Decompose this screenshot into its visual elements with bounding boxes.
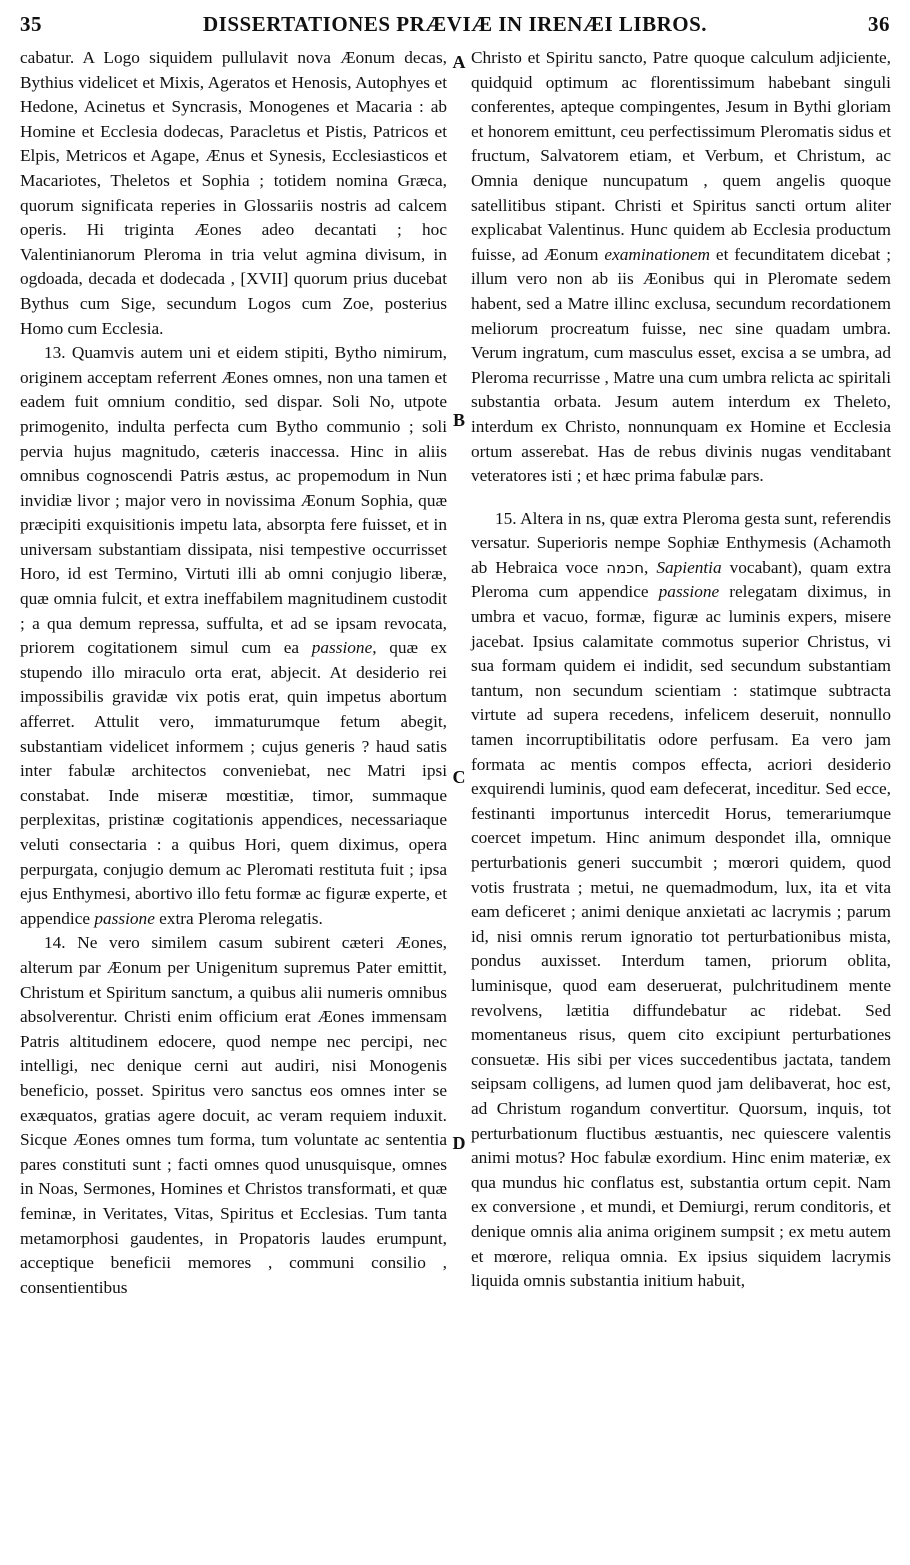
italic-term: passione: [94, 908, 155, 928]
right-column: [471, 46, 891, 1294]
paragraph-14: 14. Ne vero similem casum subirent cæteri Æones, alterum par Æonum per Unigenitum supremus Pater emittit, Christum et Spiritum sanctum, a quibus alii numeris omnibus absolverentur. Christi enim officium erat Æones immensam Patris altitudinem edocere, quod nempe nec percipi, nec intelligi, nec denique cerni aut audiri, nisi Monogenis beneficio, posset. Spiritus vero sanctus eos omnes inter se exæquatos, gratias agere docuit, ac veram requiem induxit. Sicque Æones omnes tum forma, tum voluntate ac sententia pares constituti sunt ; facti omnes quod unusquisque, omnes in Noas, Sermones, Homines et Christos transformati, et quæ feminæ, in Veritates, Vitas, Spiritus et Ecclesias. Tum tanta metamorphosi gaudentes, in Propatoris laudes erumpunt, acceptique beneficii memores , communi consilio , consentientibus: [20, 933, 447, 1297]
text-run: , quæ ex stupendo illo miraculo orta erat, abjecit. At desiderio rei impossibilis gravidæ vix potis erat, quin impetus abortum afferret. Attulit vero, immaturumque fetum abegit, substantiam videlicet informem ; cujus generis ? haud satis inter fabulæ architectos conveniebat, nec Matri ipsi constabat. Inde miseræ mœstitiæ, timor, summaque perplexitas, pristinæ cogitationis appendices, necessariaque veluti consectaria : a quibus Hori, quem diximus, opera perpurgata, conjugio demum ac Pleromati restituta fuit ; ipsa ejus Enthymesi, abortivo illo fetu formæ ac figuræ experte, et appendice: [20, 638, 447, 928]
text-run: extra Pleroma relegatis.: [154, 908, 323, 928]
text-run: et fecunditatem dicebat ; illum vero non ab iis Æonibus qui in Pleromate sedem habent, sed a Matre illinc exclusa, secundum recordationem meliorum procreatum fuisse, nec sine quadam umbra. Verum ingratum, cum masculus esset, excisa a se umbra, ad Pleroma recurrisse , Matre una cum umbra relicta ac spiritali substantia orbata. Jesum autem interdum ex Theleto, interdum ex Christo, nonnunquam ex Homine et Ecclesia ortum asserebat. Has de rebus divinis nugas venditabant veteratores isti ; et hæc prima fabulæ pars.: [471, 244, 892, 486]
italic-term: passione: [658, 582, 720, 602]
page-number-right: 36: [868, 12, 890, 36]
margin-marker-a: A: [452, 52, 466, 72]
margin-marker-d: D: [452, 1133, 466, 1153]
text-run: vocabant), quam extra Pleroma cum appendice: [471, 557, 891, 602]
running-header: [20, 12, 890, 42]
page-number-left: 35: [20, 12, 42, 36]
italic-term: examinationem: [604, 244, 710, 264]
running-title: DISSERTATIONES PRÆVIÆ IN IRENÆI LIBROS.: [202, 12, 708, 36]
margin-marker-b: B: [452, 410, 465, 430]
text-run: Christo et Spiritu sancto, Patre quoque calculum adjiciente, quidquid optimum ac florentissimum habebant singuli conferentes, apteque compingentes, Jesum in Bythi gloriam et honorem emittunt, ceu perfectissimum Pleromatis sidus et fructum, Salvatorem etiam, et Verbum, et Christum, ac Omnia denique nuncupatum , quem angelis quoque satellitibus stipant. Christi et Spiritus sancti ortum aliter explicabat Valentinus. Hunc quidem ab Ecclesia productum fuisse, ad Æonum: [471, 48, 891, 264]
paragraph-15: [471, 507, 891, 1294]
paragraph-12-continued: cabatur. A Logo siquidem pullulavit nova Æonum decas, Bythius videlicet et Mixis, Ageratos et Henosis, Autophyes et Hedone, Acinetus et Syncrasis, Monogenes et Macaria : ab Homine et Ecclesia dodecas, Paracletus et Pistis, Patricos et Elpis, Metricos et Agape, Ænus et Synesis, Ecclesiasticos et Macariotes, Theletos et Sophia ; totidem nomina Græca, quorum significata reperies in Glossariis nostris ad calcem operis. Hi triginta Æones adeo decantati ; hoc Valentinianorum Pleroma in tria velut agmina divisum, in ogdoada, decada et dodecada , [XVII] quorum prius ducebat Bythus cum Sige, secundum Logos cum Zoe, posterius Homo cum Ecclesia.: [20, 48, 447, 338]
text-run: 13. Quamvis autem uni et eidem stipiti, Bytho nimirum, originem acceptam referrent Æones omnes, non una tamen et eadem fuit omnium conditio, sed dispar. Soli No, utpote primogenito, indulta perfecta cum Bytho communio ; soli pervia hujus magnitudo, cæteris inaccessa. Hinc in aliis omnibus cognoscendi Patris æstus, ac propemodum in Nun invidiæ livor ; major vero in novissima Æonum Sophia, quæ præcipiti exquisitionis impetu lata, absorpta fere fuisset, et in universam substantiam dissipata, nisi tempestive occurrisset Horo, id est Termino, Virtuti illi ab omni conjugio liberæ, quæ omnia fulcit, et extra ineffabilem magnitudinem custodit ; a qua demum repressa, suffulta, et ad se ipsam revocata, priorem cogitationem simul cum ea: [20, 343, 447, 658]
italic-term: Sapientia: [656, 557, 722, 577]
text-run: ,: [644, 557, 657, 577]
text-run: 15. Altera in ns, quæ extra Pleroma gesta sunt, referendis versatur. Superioris nempe Sophiæ Enthymesis (Achamoth ab Hebraica voce: [471, 508, 891, 577]
paragraph-14-continued: [471, 46, 891, 489]
left-column: [20, 46, 447, 1300]
hebrew-word: חכמה: [606, 558, 645, 577]
paragraph-13: [20, 341, 447, 931]
italic-term: passione: [311, 638, 373, 658]
margin-marker-c: C: [452, 767, 466, 787]
text-run: relegatam diximus, in umbra et vacuo, formæ, figuræ ac luminis expers, misere jacebat. Ipsius calamitate commotus superior Christus, vi sua formam quidem ei indidit, sed secundum substantiam tantum, non secundum scientiam : statimque subtracta virtute ad supera recedens, infelicem deseruit, nonnullo tamen incorruptibilitatis odore perfusam. Ea vero jam formata ac mentis compos effecta, acriori desiderio exquirendi luminis, quod eam defecerat, inceditur. Sed ecce, festinanti importunus intercedit Horus, temerariumque coercet impetum. Hinc animum despondet illa, omnique perturbationis generi succumbit ; mœrori quidem, quod votis frustrata ; metui, ne quemadmodum, lux, ita et vita eam deficeret ; animi denique anxietati ac lacrymis ; parum id, nisi omnis rerum ignoratio tot perturbationibus mista, pondus auxisset. Interdum tamen, priorum oblita, luminisque, quod eam deseruerat, pulchritudinem mente revolvens, lætitia diffundebatur ac ridebat. Sed momentaneus risus, quem cito excipiunt perturbationes consuetæ. His sibi per vices succedentibus jactata, tandem seipsam colligens, ad lumen quod jam delibaverat, hoc est, ad Christum rogandum convertitur. Quorsum, inquis, tot perturbationum fluctibus æstuantis, nec quiescere valentis animi motus? Hoc fabulæ exordium. Hinc enim materiæ, ex qua mundus hic conflatus est, substantia ortum cepit. Nam ex conversione , et mundi, et Demiurgi, rerum conditoris, et denique omnis alia anima originem sumpsit ; ex metu autem et mœrore, reliqua omnia. Ex ipsius siquidem lacrymis liquida omnis substantia initium habuit,: [471, 582, 891, 1291]
